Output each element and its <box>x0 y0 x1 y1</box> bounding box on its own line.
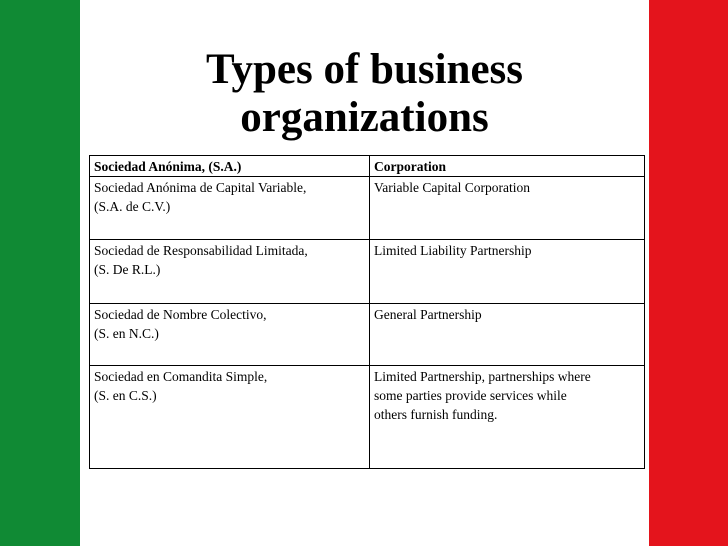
spanish-abbr: (S. en C.S.) <box>94 388 157 403</box>
table-row <box>90 366 645 469</box>
spanish-abbr: (S. en N.C.) <box>94 326 159 341</box>
spanish-cell <box>90 366 370 469</box>
english-name: Variable Capital Corporation <box>374 180 530 195</box>
header-english-cell: Corporation <box>370 156 645 177</box>
table-row <box>90 240 645 304</box>
spanish-cell <box>90 240 370 304</box>
spanish-name: Sociedad en Comandita Simple, <box>94 369 268 384</box>
english-cell <box>370 304 645 366</box>
english-cell <box>370 177 645 240</box>
english-name-line-3: others furnish funding. <box>374 407 498 422</box>
table-row <box>90 177 645 240</box>
english-name: Limited Liability Partnership <box>374 243 532 258</box>
right-red-band <box>649 0 728 546</box>
spanish-cell <box>90 177 370 240</box>
english-name-line-2: some parties provide services while <box>374 388 567 403</box>
slide-title <box>80 46 649 142</box>
header-spanish-cell: Sociedad Anónima, (S.A.) <box>90 156 370 177</box>
spanish-name: Sociedad de Nombre Colectivo, <box>94 307 267 322</box>
spanish-name: Sociedad de Responsabilidad Limitada, <box>94 243 308 258</box>
spanish-abbr: (S. De R.L.) <box>94 262 161 277</box>
organizations-table <box>89 155 645 469</box>
table-header-row <box>90 156 645 177</box>
spanish-name: Sociedad Anónima de Capital Variable, <box>94 180 307 195</box>
left-green-band <box>0 0 80 546</box>
english-cell <box>370 366 645 469</box>
title-line-1: Types of business <box>205 46 524 93</box>
table-row <box>90 304 645 366</box>
spanish-cell <box>90 304 370 366</box>
title-line-2: organizations <box>240 94 489 141</box>
english-name-line-1: Limited Partnership, partnerships where <box>374 369 591 384</box>
spanish-abbr: (S.A. de C.V.) <box>94 199 171 214</box>
english-cell <box>370 240 645 304</box>
english-name: General Partnership <box>374 307 482 322</box>
